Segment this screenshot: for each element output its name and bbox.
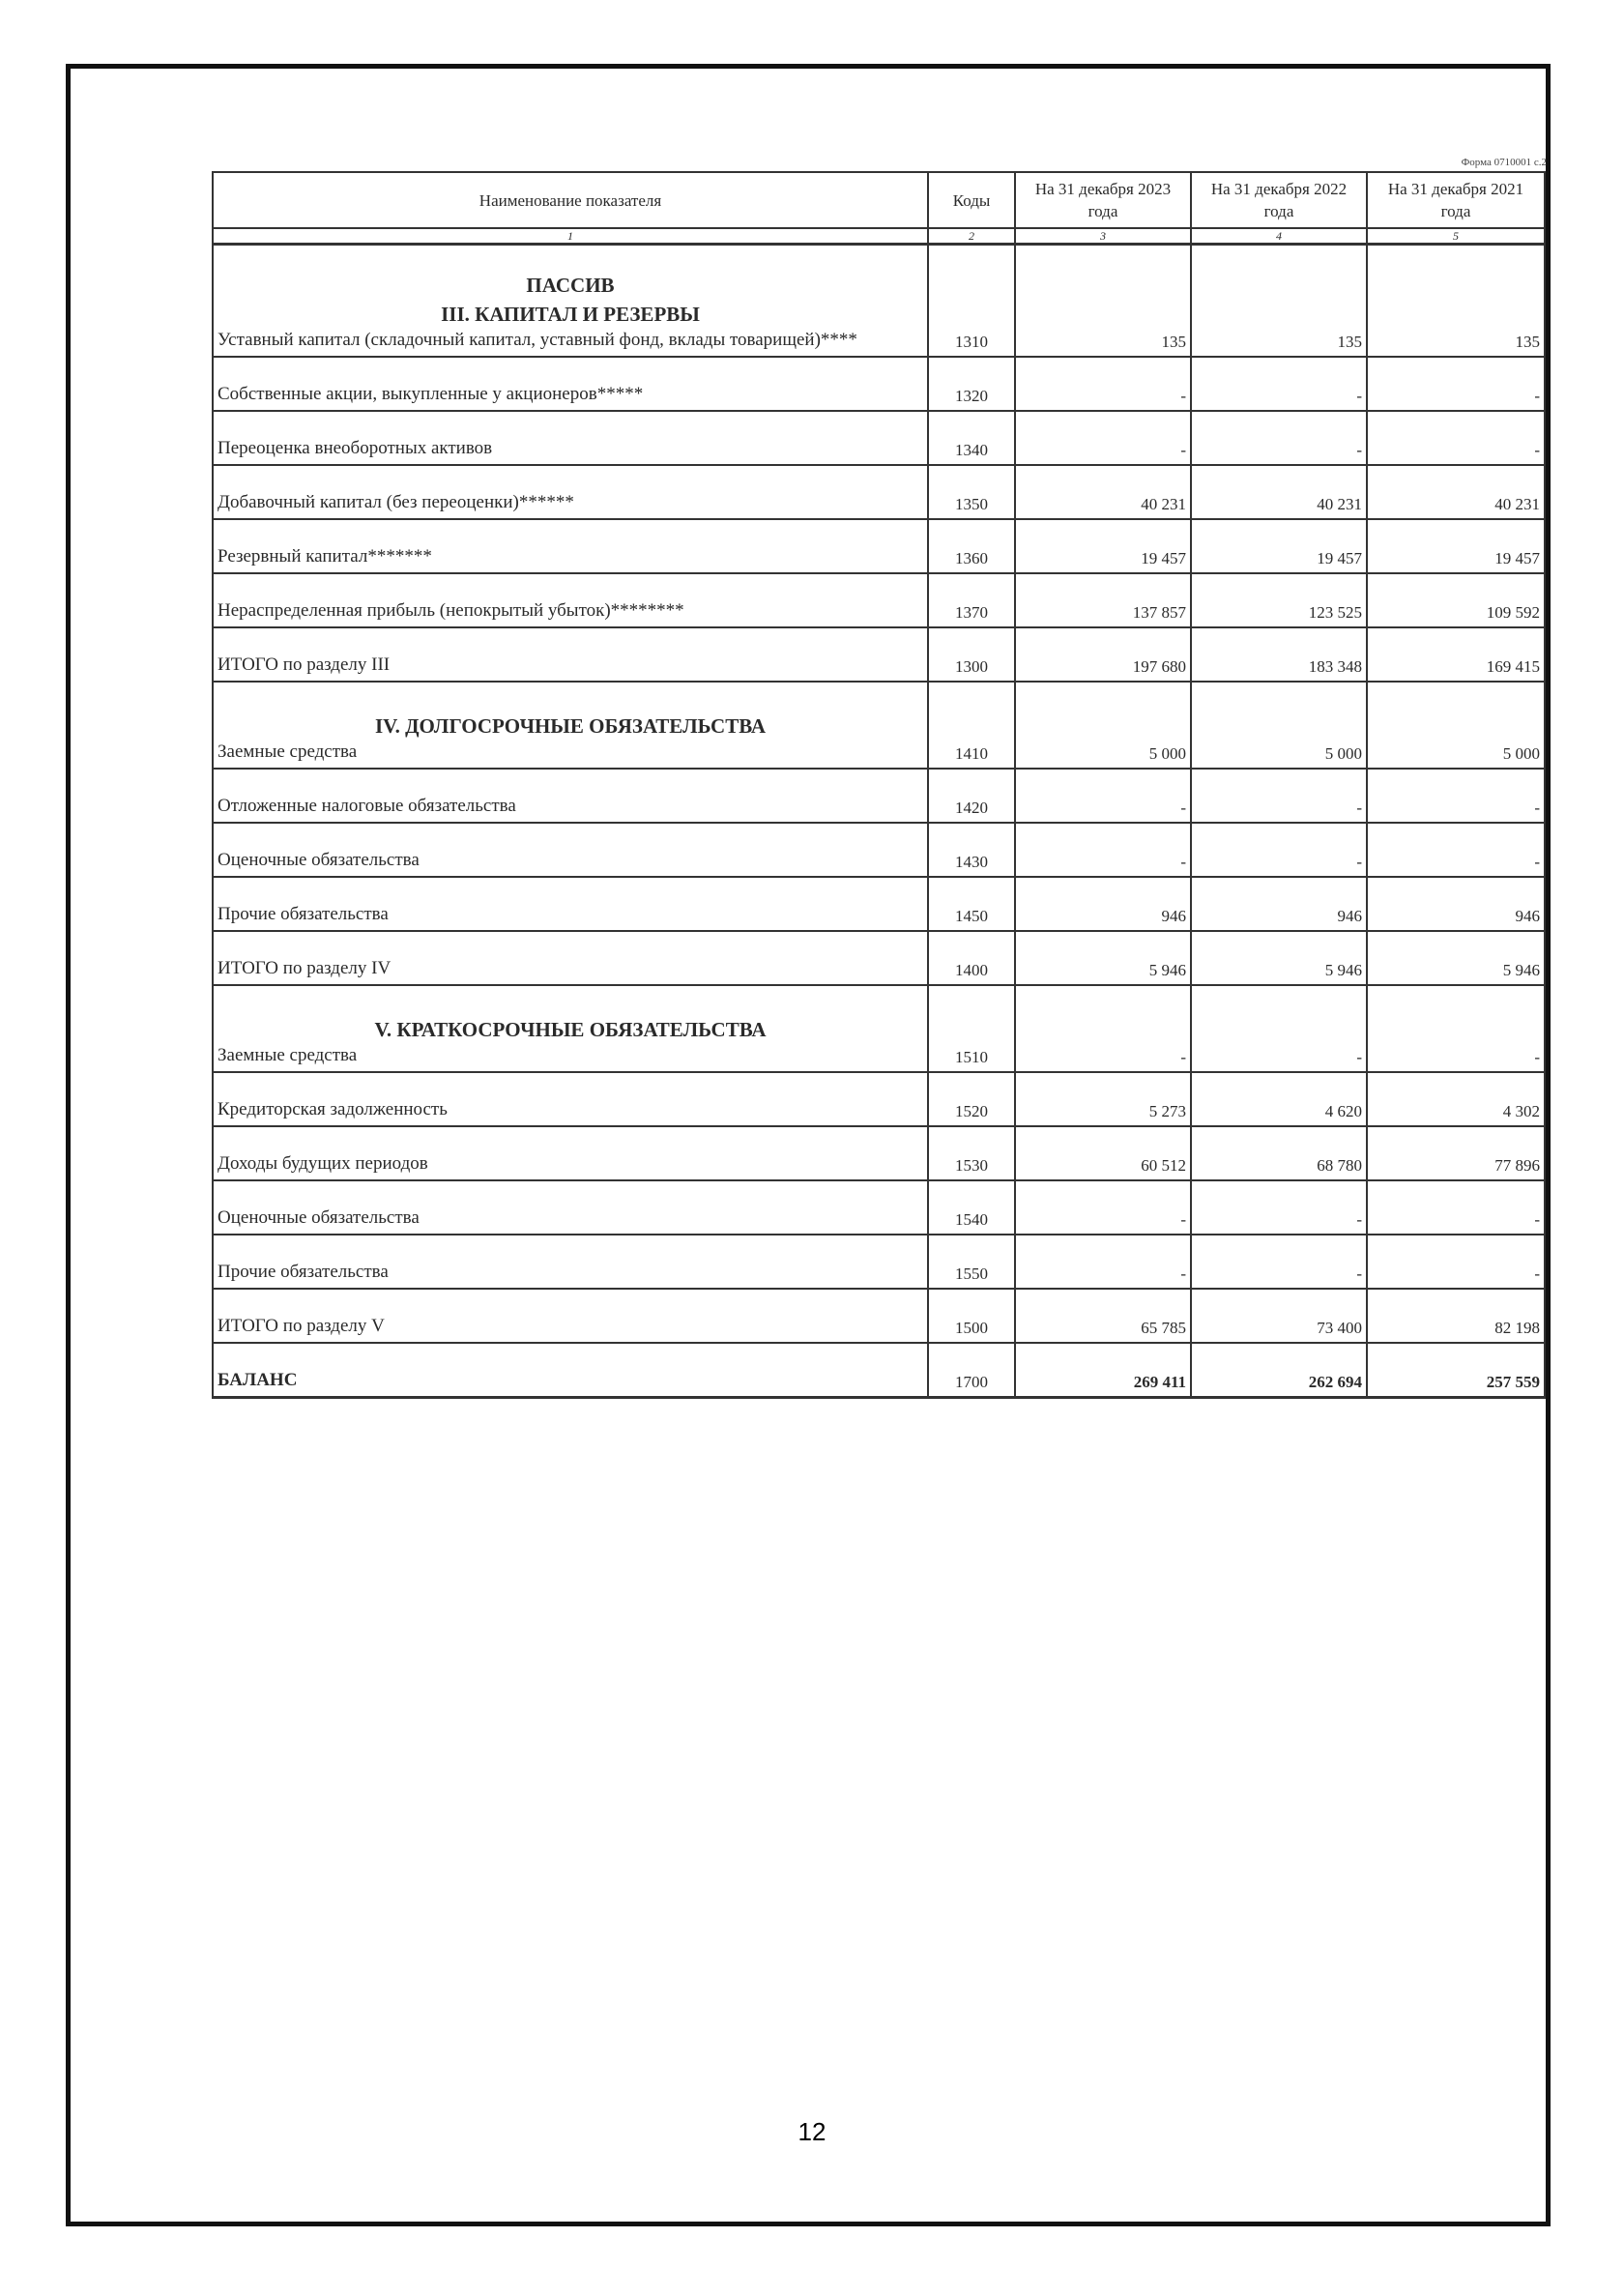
value-2023: 946 [1015, 877, 1191, 931]
row-code: 1340 [928, 411, 1015, 465]
header-2021: На 31 декабря 2021 года [1367, 172, 1545, 228]
column-number: 5 [1367, 228, 1545, 245]
table-row [213, 769, 1545, 823]
value-2022: 5 000 [1191, 682, 1367, 769]
value-2023: 137 857 [1015, 573, 1191, 627]
table-row [213, 519, 1545, 573]
row-name: Кредиторская задолженность [213, 1072, 928, 1126]
header-code: Коды [928, 172, 1015, 228]
value-2021: - [1367, 769, 1545, 823]
row-name: Отложенные налоговые обязательства [213, 769, 928, 823]
value-2021: 40 231 [1367, 465, 1545, 519]
row-name-cell [213, 682, 928, 769]
table-row [213, 411, 1545, 465]
row-name: Заемные средства [218, 741, 358, 762]
table-row [213, 357, 1545, 411]
table-row [213, 1235, 1545, 1289]
column-number: 2 [928, 228, 1015, 245]
row-name: Собственные акции, выкупленные у акционеров***** [213, 357, 928, 411]
value-2022: - [1191, 985, 1367, 1072]
value-2022: 946 [1191, 877, 1367, 931]
row-code: 1360 [928, 519, 1015, 573]
row-name: Заемные средства [218, 1045, 358, 1065]
table-row [213, 465, 1545, 519]
value-2021: 4 302 [1367, 1072, 1545, 1126]
value-2023: 269 411 [1015, 1343, 1191, 1398]
value-2023: 135 [1015, 245, 1191, 358]
column-number: 4 [1191, 228, 1367, 245]
row-code: 1350 [928, 465, 1015, 519]
row-name: ИТОГО по разделу V [213, 1289, 928, 1343]
row-name: ИТОГО по разделу IV [213, 931, 928, 985]
value-2023: 197 680 [1015, 627, 1191, 682]
row-name: Оценочные обязательства [213, 823, 928, 877]
value-2023: - [1015, 411, 1191, 465]
table-row [213, 1072, 1545, 1126]
row-code: 1430 [928, 823, 1015, 877]
row-name-cell [213, 985, 928, 1072]
row-code: 1540 [928, 1180, 1015, 1235]
value-2023: 40 231 [1015, 465, 1191, 519]
value-2023: - [1015, 985, 1191, 1072]
value-2022: 123 525 [1191, 573, 1367, 627]
row-code: 1320 [928, 357, 1015, 411]
value-2023: - [1015, 823, 1191, 877]
value-2023: - [1015, 1180, 1191, 1235]
row-code: 1510 [928, 985, 1015, 1072]
section-heading-capital: III. КАПИТАЛ И РЕЗЕРВЫ [441, 303, 700, 326]
value-2021: - [1367, 1180, 1545, 1235]
value-2022: - [1191, 823, 1367, 877]
row-code: 1370 [928, 573, 1015, 627]
table-row [213, 1289, 1545, 1343]
value-2022: 262 694 [1191, 1343, 1367, 1398]
value-2022: 5 946 [1191, 931, 1367, 985]
table-row [213, 985, 1545, 1072]
row-code: 1420 [928, 769, 1015, 823]
value-2021: 19 457 [1367, 519, 1545, 573]
value-2022: 40 231 [1191, 465, 1367, 519]
value-2022: 19 457 [1191, 519, 1367, 573]
row-name: Нераспределенная прибыль (непокрытый убыток)******** [213, 573, 928, 627]
row-code: 1500 [928, 1289, 1015, 1343]
balance-sheet-table [212, 171, 1546, 1399]
row-code: 1410 [928, 682, 1015, 769]
value-2021: - [1367, 823, 1545, 877]
value-2021: 77 896 [1367, 1126, 1545, 1180]
section-heading-short-term: V. КРАТКОСРОЧНЫЕ ОБЯЗАТЕЛЬСТВА [374, 1018, 767, 1041]
row-name: Уставный капитал (складочный капитал, уставный фонд, вклады товарищей)**** [218, 330, 857, 350]
value-2021: - [1367, 1235, 1545, 1289]
value-2022: 68 780 [1191, 1126, 1367, 1180]
value-2021: 5 000 [1367, 682, 1545, 769]
row-code: 1400 [928, 931, 1015, 985]
value-2022: 183 348 [1191, 627, 1367, 682]
value-2022: - [1191, 1180, 1367, 1235]
row-code: 1310 [928, 245, 1015, 358]
column-numbers-row [213, 228, 1545, 245]
value-2022: - [1191, 411, 1367, 465]
value-2021: 109 592 [1367, 573, 1545, 627]
value-2023: - [1015, 357, 1191, 411]
row-name: ИТОГО по разделу III [213, 627, 928, 682]
value-2022: 135 [1191, 245, 1367, 358]
table-row [213, 245, 1545, 358]
value-2022: 73 400 [1191, 1289, 1367, 1343]
form-code: Форма 0710001 с.2 [1461, 157, 1547, 168]
row-code: 1300 [928, 627, 1015, 682]
value-2023: 19 457 [1015, 519, 1191, 573]
value-2021: - [1367, 985, 1545, 1072]
balance-total-row [213, 1343, 1545, 1398]
row-name: Добавочный капитал (без переоценки)****** [213, 465, 928, 519]
value-2023: - [1015, 769, 1191, 823]
row-name: БАЛАНС [213, 1343, 928, 1398]
row-name-cell [213, 245, 928, 358]
row-code: 1550 [928, 1235, 1015, 1289]
row-name: Доходы будущих периодов [213, 1126, 928, 1180]
row-code: 1530 [928, 1126, 1015, 1180]
row-code: 1450 [928, 877, 1015, 931]
table-row [213, 682, 1545, 769]
column-number: 3 [1015, 228, 1191, 245]
value-2023: 5 273 [1015, 1072, 1191, 1126]
page-number: 12 [798, 2117, 826, 2146]
value-2022: 4 620 [1191, 1072, 1367, 1126]
table-row [213, 627, 1545, 682]
value-2022: - [1191, 769, 1367, 823]
value-2023: 60 512 [1015, 1126, 1191, 1180]
row-name: Прочие обязательства [213, 1235, 928, 1289]
value-2023: 5 000 [1015, 682, 1191, 769]
table-row [213, 877, 1545, 931]
value-2023: - [1015, 1235, 1191, 1289]
header-2022: На 31 декабря 2022 года [1191, 172, 1367, 228]
value-2021: 5 946 [1367, 931, 1545, 985]
table-row [213, 823, 1545, 877]
value-2021: 82 198 [1367, 1289, 1545, 1343]
row-code: 1520 [928, 1072, 1015, 1126]
value-2023: 65 785 [1015, 1289, 1191, 1343]
value-2021: 169 415 [1367, 627, 1545, 682]
table-row [213, 1180, 1545, 1235]
value-2021: - [1367, 357, 1545, 411]
value-2022: - [1191, 357, 1367, 411]
table-row [213, 1126, 1545, 1180]
header-name: Наименование показателя [213, 172, 928, 228]
header-2023: На 31 декабря 2023 года [1015, 172, 1191, 228]
row-name: Переоценка внеоборотных активов [213, 411, 928, 465]
row-name: Прочие обязательства [213, 877, 928, 931]
column-number: 1 [213, 228, 928, 245]
table-row [213, 931, 1545, 985]
value-2021: 135 [1367, 245, 1545, 358]
row-name: Резервный капитал******* [213, 519, 928, 573]
section-heading-passive: ПАССИВ [526, 274, 615, 297]
table-header-row [213, 172, 1545, 228]
value-2021: 257 559 [1367, 1343, 1545, 1398]
value-2021: - [1367, 411, 1545, 465]
section-heading-long-term: IV. ДОЛГОСРОЧНЫЕ ОБЯЗАТЕЛЬСТВА [374, 714, 767, 738]
value-2023: 5 946 [1015, 931, 1191, 985]
table-row [213, 573, 1545, 627]
value-2021: 946 [1367, 877, 1545, 931]
row-name: Оценочные обязательства [213, 1180, 928, 1235]
row-code: 1700 [928, 1343, 1015, 1398]
value-2022: - [1191, 1235, 1367, 1289]
